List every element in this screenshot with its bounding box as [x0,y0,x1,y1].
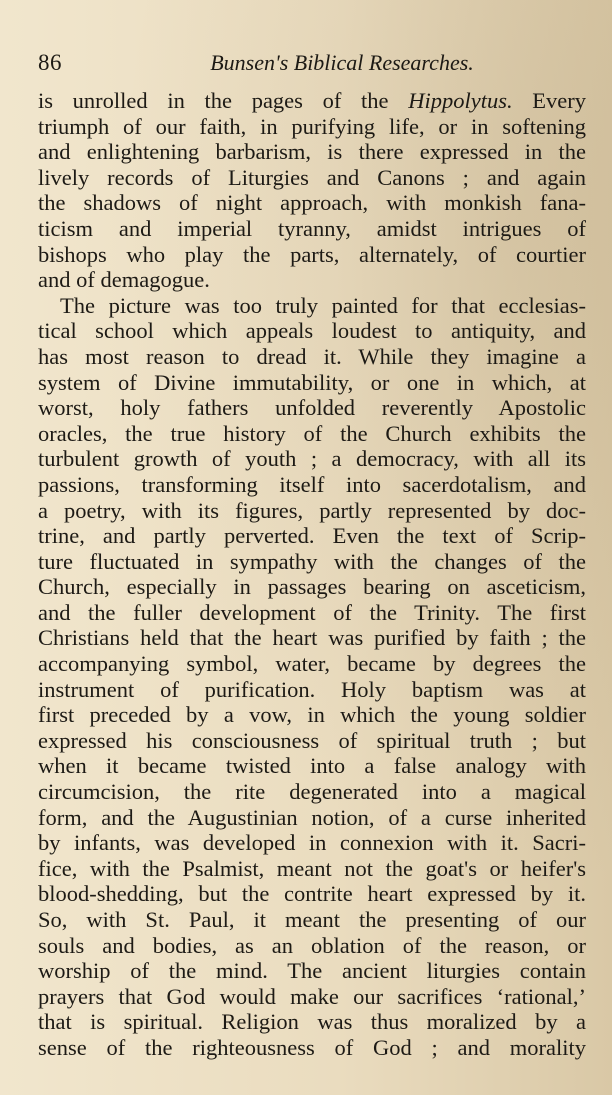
text-line-end: Every [532,88,587,113]
running-head [38,50,586,82]
text-line: and of demagogue. [38,267,210,293]
text-line: fice, with the Psalmist, meant not the goat's or heifer's [38,855,586,881]
text-line: that is spiritual. Religion was thus moralized by a [38,1009,586,1035]
text-line: worst, holy fathers unfolded reverently Apostolic [38,395,586,421]
text-line: worship of the mind. The ancient liturgies contain [38,958,586,984]
paragraph-start-line: The picture was too truly painted for that ecclesias- [60,292,586,318]
body-text [38,88,586,1061]
text-line-start: is unrolled in the pages of the [38,88,389,113]
text-line: ticism and imperial tyranny, amidst intrigues of [38,215,586,241]
text-line: turbulent growth of youth ; a democracy, with all its [38,446,586,472]
text-line: accompanying symbol, water, became by degrees the [38,651,586,677]
page-number: 86 [38,50,62,75]
text-line: tical school which appeals loudest to antiquity, and [38,318,586,344]
text-line: trine, and partly perverted. Even the text of Scrip- [38,523,586,549]
text-line: when it became twisted into a false analogy with [38,753,586,779]
text-line: form, and the Augustinian notion, of a curse inherited [38,804,586,830]
text-line: and the fuller development of the Trinity. The first [38,599,586,625]
text-line: the shadows of night approach, with monkish fana- [38,190,586,216]
text-line: Church, especially in passages bearing on asceticism, [38,574,586,600]
text-line: first preceded by a vow, in which the young soldier [38,702,586,728]
text-line [38,88,586,114]
text-line: passions, transforming itself into sacerdotalism, and [38,471,586,497]
text-line: ture fluctuated in sympathy with the changes of the [38,548,586,574]
running-title: Bunsen's Biblical Researches. [210,50,474,75]
text-line: a poetry, with its figures, partly represented by doc- [38,497,586,523]
text-line: triumph of our faith, in purifying life, or in softening [38,113,586,139]
text-line: instrument of purification. Holy baptism was at [38,676,586,702]
text-line: bishops who play the parts, alternately, of courtier [38,241,586,267]
text-line: oracles, the true history of the Church exhibits the [38,420,586,446]
text-line: expressed his consciousness of spiritual truth ; but [38,727,586,753]
text-line: sense of the righteousness of God ; and morality [38,1034,586,1060]
text-line: So, with St. Paul, it meant the presenting of our [38,907,586,932]
text-line: blood-shedding, but the contrite heart expressed by it. [38,881,586,907]
text-line: souls and bodies, as an oblation of the reason, or [38,932,586,958]
text-line: and enlightening barbarism, is there expressed in the [38,139,586,165]
italic-title: Hippolytus. [408,88,513,113]
text-line: Christians held that the heart was purified by faith ; the [38,625,586,651]
text-line: circumcision, the rite degenerated into a magical [38,779,586,805]
text-line: system of Divine immutability, or one in which, at [38,369,586,395]
text-line: lively records of Liturgies and Canons ; and again [38,164,586,190]
text-line: has most reason to dread it. While they imagine a [38,343,586,369]
text-line: by infants, was developed in connexion with it. Sacri- [38,830,586,856]
text-line: prayers that God would make our sacrifices ‘rational,’ [38,983,586,1009]
